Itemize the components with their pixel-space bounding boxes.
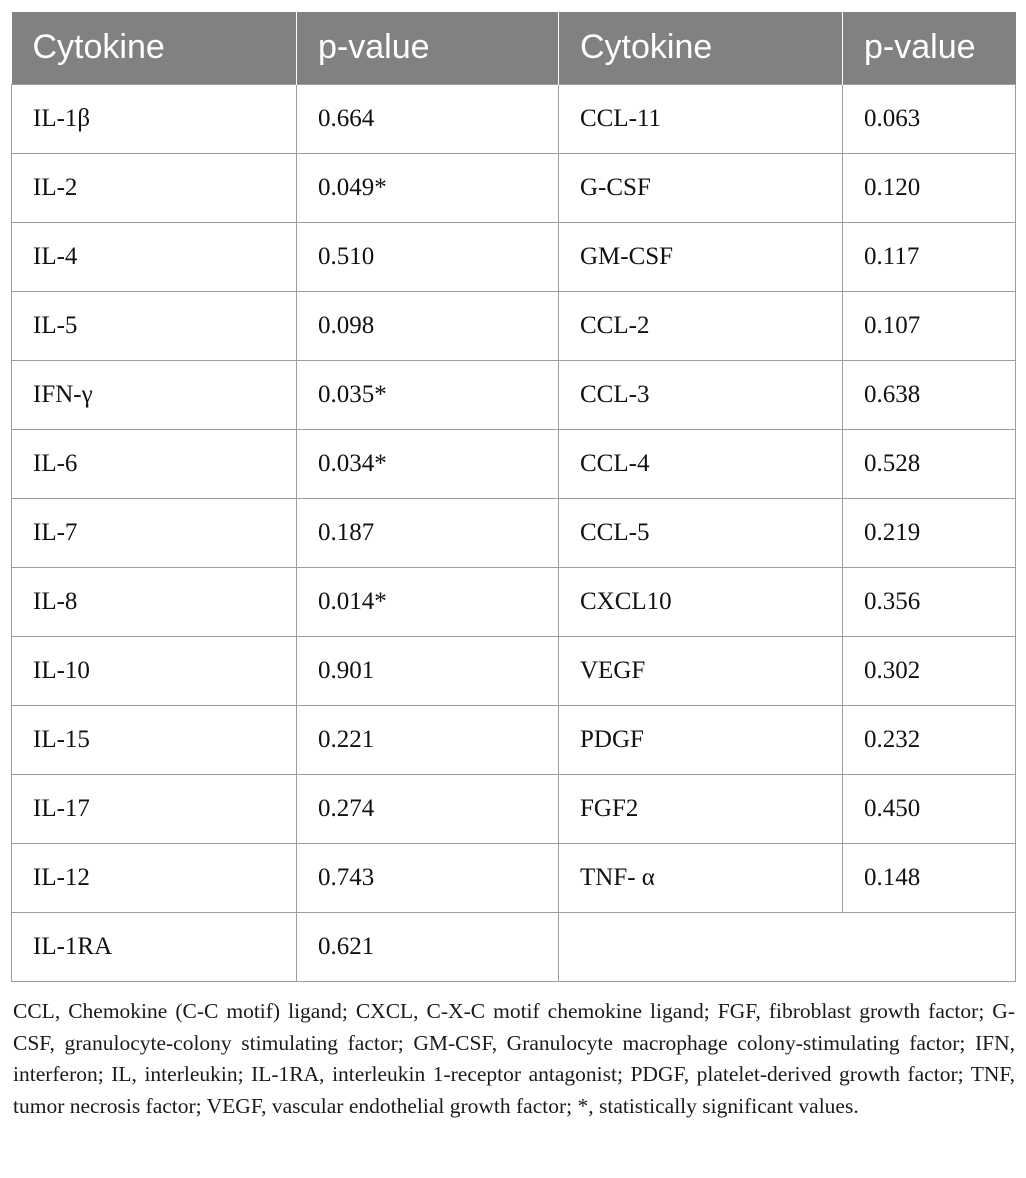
p-value-cell: 0.219: [843, 498, 1016, 567]
cytokine-cell: CCL-3: [559, 360, 843, 429]
cytokine-cell: IL-1RA: [12, 912, 297, 981]
table-row: [12, 567, 1016, 636]
p-value-cell: 0.034*: [297, 429, 559, 498]
cytokine-cell: GM-CSF: [559, 222, 843, 291]
cytokine-cell: G-CSF: [559, 153, 843, 222]
cytokine-cell: PDGF: [559, 705, 843, 774]
cytokine-cell: IL-1β: [12, 84, 297, 153]
cytokine-cell: IL-6: [12, 429, 297, 498]
cytokine-cell: IL-7: [12, 498, 297, 567]
table-row: [12, 774, 1016, 843]
empty-cell: [559, 912, 1016, 981]
table-row: [12, 705, 1016, 774]
table-body: [12, 84, 1016, 981]
cytokine-cell: IL-8: [12, 567, 297, 636]
p-value-cell: 0.035*: [297, 360, 559, 429]
cytokine-cell: VEGF: [559, 636, 843, 705]
cytokine-table-container: [11, 12, 1015, 982]
p-value-cell: 0.120: [843, 153, 1016, 222]
cytokine-cell: CXCL10: [559, 567, 843, 636]
p-value-cell: 0.528: [843, 429, 1016, 498]
p-value-cell: 0.274: [297, 774, 559, 843]
p-value-cell: 0.107: [843, 291, 1016, 360]
cytokine-cell: CCL-2: [559, 291, 843, 360]
cytokine-cell: CCL-11: [559, 84, 843, 153]
table-row: [12, 222, 1016, 291]
p-value-cell: 0.098: [297, 291, 559, 360]
table-footnote: CCL, Chemokine (C-C motif) ligand; CXCL, C-X-C motif chemokine ligand; FGF, fibroblast growth factor; G-CSF, granulocyte-colony stimulating factor; GM-CSF, Granulocyte macrophage colony-stimulating factor; IFN, interferon; IL, interleukin; IL-1RA, interleukin 1-receptor antagonist; PDGF, platelet-derived growth factor; TNF, tumor necrosis factor; VEGF, vascular endothelial growth factor; *, statistically significant values.: [13, 999, 1015, 1118]
table-row: [12, 291, 1016, 360]
p-value-cell: 0.063: [843, 84, 1016, 153]
table-row: [12, 429, 1016, 498]
p-value-cell: 0.148: [843, 843, 1016, 912]
cytokine-cell: FGF2: [559, 774, 843, 843]
header-cytokine-left: Cytokine: [12, 12, 297, 84]
table-row: [12, 153, 1016, 222]
p-value-cell: 0.638: [843, 360, 1016, 429]
p-value-cell: 0.510: [297, 222, 559, 291]
header-cytokine-right: Cytokine: [559, 12, 843, 84]
table-row: [12, 84, 1016, 153]
p-value-cell: 0.187: [297, 498, 559, 567]
cytokine-cell: IL-15: [12, 705, 297, 774]
cytokine-cell: IL-2: [12, 153, 297, 222]
header-pvalue-left: p-value: [297, 12, 559, 84]
cytokine-cell: CCL-5: [559, 498, 843, 567]
cytokine-cell: IL-5: [12, 291, 297, 360]
table-row: [12, 912, 1016, 981]
table-header: [12, 12, 1016, 84]
p-value-cell: 0.049*: [297, 153, 559, 222]
cytokine-pvalue-table: [11, 12, 1016, 982]
p-value-cell: 0.117: [843, 222, 1016, 291]
p-value-cell: 0.450: [843, 774, 1016, 843]
p-value-cell: 0.743: [297, 843, 559, 912]
p-value-cell: 0.901: [297, 636, 559, 705]
cytokine-cell: IL-4: [12, 222, 297, 291]
table-row: [12, 360, 1016, 429]
p-value-cell: 0.302: [843, 636, 1016, 705]
table-row: [12, 498, 1016, 567]
p-value-cell: 0.221: [297, 705, 559, 774]
p-value-cell: 0.014*: [297, 567, 559, 636]
cytokine-cell: TNF- α: [559, 843, 843, 912]
p-value-cell: 0.356: [843, 567, 1016, 636]
header-pvalue-right: p-value: [843, 12, 1016, 84]
cytokine-cell: IL-12: [12, 843, 297, 912]
cytokine-cell: CCL-4: [559, 429, 843, 498]
p-value-cell: 0.232: [843, 705, 1016, 774]
cytokine-cell: IL-10: [12, 636, 297, 705]
table-row: [12, 843, 1016, 912]
cytokine-cell: IL-17: [12, 774, 297, 843]
cytokine-cell: IFN-γ: [12, 360, 297, 429]
header-row: [12, 12, 1016, 84]
p-value-cell: 0.664: [297, 84, 559, 153]
p-value-cell: 0.621: [297, 912, 559, 981]
table-row: [12, 636, 1016, 705]
